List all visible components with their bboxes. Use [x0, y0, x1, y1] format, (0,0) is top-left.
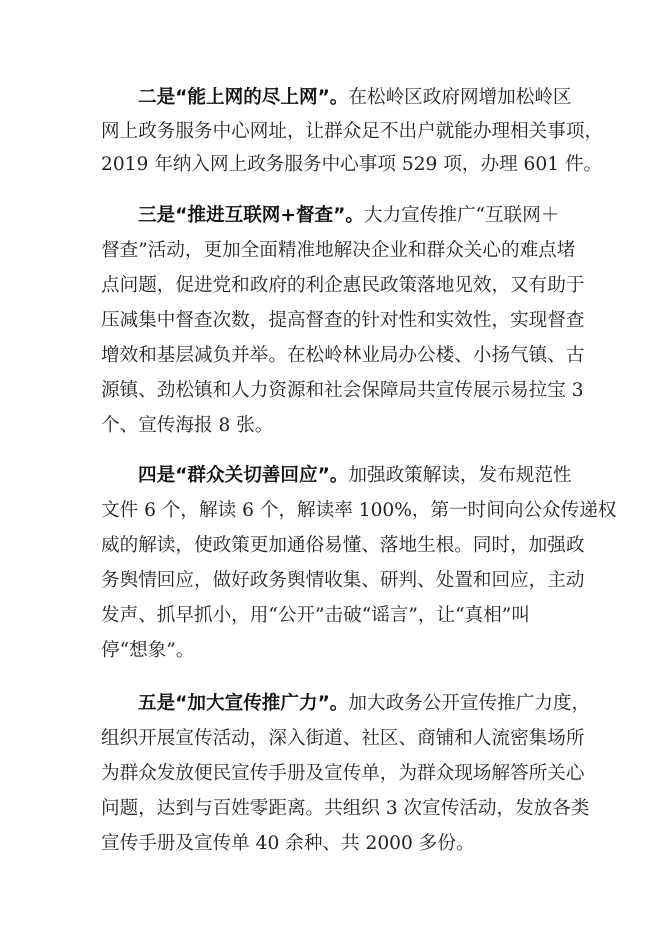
paragraph-first-line — [101, 686, 591, 721]
document-page — [101, 81, 617, 861]
paragraph-line: 停“想象”。 — [101, 639, 195, 661]
paragraph-text: 在松岭区政府网增加松岭区 — [348, 87, 572, 108]
paragraph-publicity — [101, 686, 591, 861]
paragraph-first-line — [101, 198, 581, 233]
paragraph-line: 问题，达到与百姓零距离。共组织 3 次宣传活动，发放各类 — [101, 797, 590, 819]
paragraph-line: 增效和基层减负并举。在松岭林业局办公楼、小扬气镇、古 — [101, 344, 585, 366]
paragraph-first-line — [101, 458, 581, 493]
paragraph-line: 点问题，促进党和政府的利企惠民政策落地见效，又有助于 — [101, 274, 585, 296]
paragraph-heading: 三是“推进互联网+督查”。 — [138, 204, 364, 226]
paragraph-first-line — [101, 81, 581, 115]
paragraph-line: 2019 年纳入网上政务服务中心事项 529 项，办理 601 件。 — [101, 154, 603, 175]
paragraph-line: 网上政务服务中心网址，让群众足不出户就能办理相关事项， — [101, 120, 604, 142]
paragraph-line: 督查”活动，更加全面精准地解决企业和群众关心的难点堵 — [101, 239, 576, 261]
paragraph-internet-supervision — [101, 198, 585, 443]
paragraph-line: 压减集中督查次数，提高督查的针对性和实效性，实现督查 — [101, 309, 585, 331]
paragraph-line: 源镇、劲松镇和人力资源和社会保障局共宣传展示易拉宝 3 — [101, 379, 584, 401]
paragraph-online-services — [101, 81, 604, 182]
paragraph-line: 为群众发放便民宣传手册及宣传单，为群众现场解答所关心 — [101, 762, 585, 784]
paragraph-text: 加强政策解读，发布规范性 — [348, 464, 572, 486]
paragraph-heading: 四是“群众关切善回应”。 — [138, 464, 349, 486]
paragraph-heading: 二是“能上网的尽上网”。 — [138, 87, 349, 108]
paragraph-public-response — [101, 458, 617, 668]
paragraph-line: 威的解读，使政策更加通俗易懂、落地生根。同时，加强政 — [101, 534, 585, 556]
paragraph-text: 大力宣传推广“互联网＋ — [363, 204, 560, 226]
paragraph-heading: 五是“加大宣传推广力”。 — [138, 692, 349, 714]
paragraph-line: 宣传手册及宣传单 40 余种、共 2000 多份。 — [101, 832, 475, 854]
paragraph-text: 加大政务公开宣传推广力度， — [348, 692, 591, 714]
paragraph-line: 个、宣传海报 8 张。 — [101, 414, 274, 436]
paragraph-line: 务舆情回应，做好政务舆情收集、研判、处置和回应，主动 — [101, 569, 585, 591]
paragraph-line: 文件 6 个，解读 6 个，解读率 100%，第一时间向公众传递权 — [101, 499, 617, 521]
paragraph-line: 发声、抓早抓小，用“公开”击破“谣言”，让“真相”叫 — [101, 604, 530, 626]
paragraph-line: 组织开展宣传活动，深入街道、社区、商铺和人流密集场所 — [101, 727, 585, 749]
